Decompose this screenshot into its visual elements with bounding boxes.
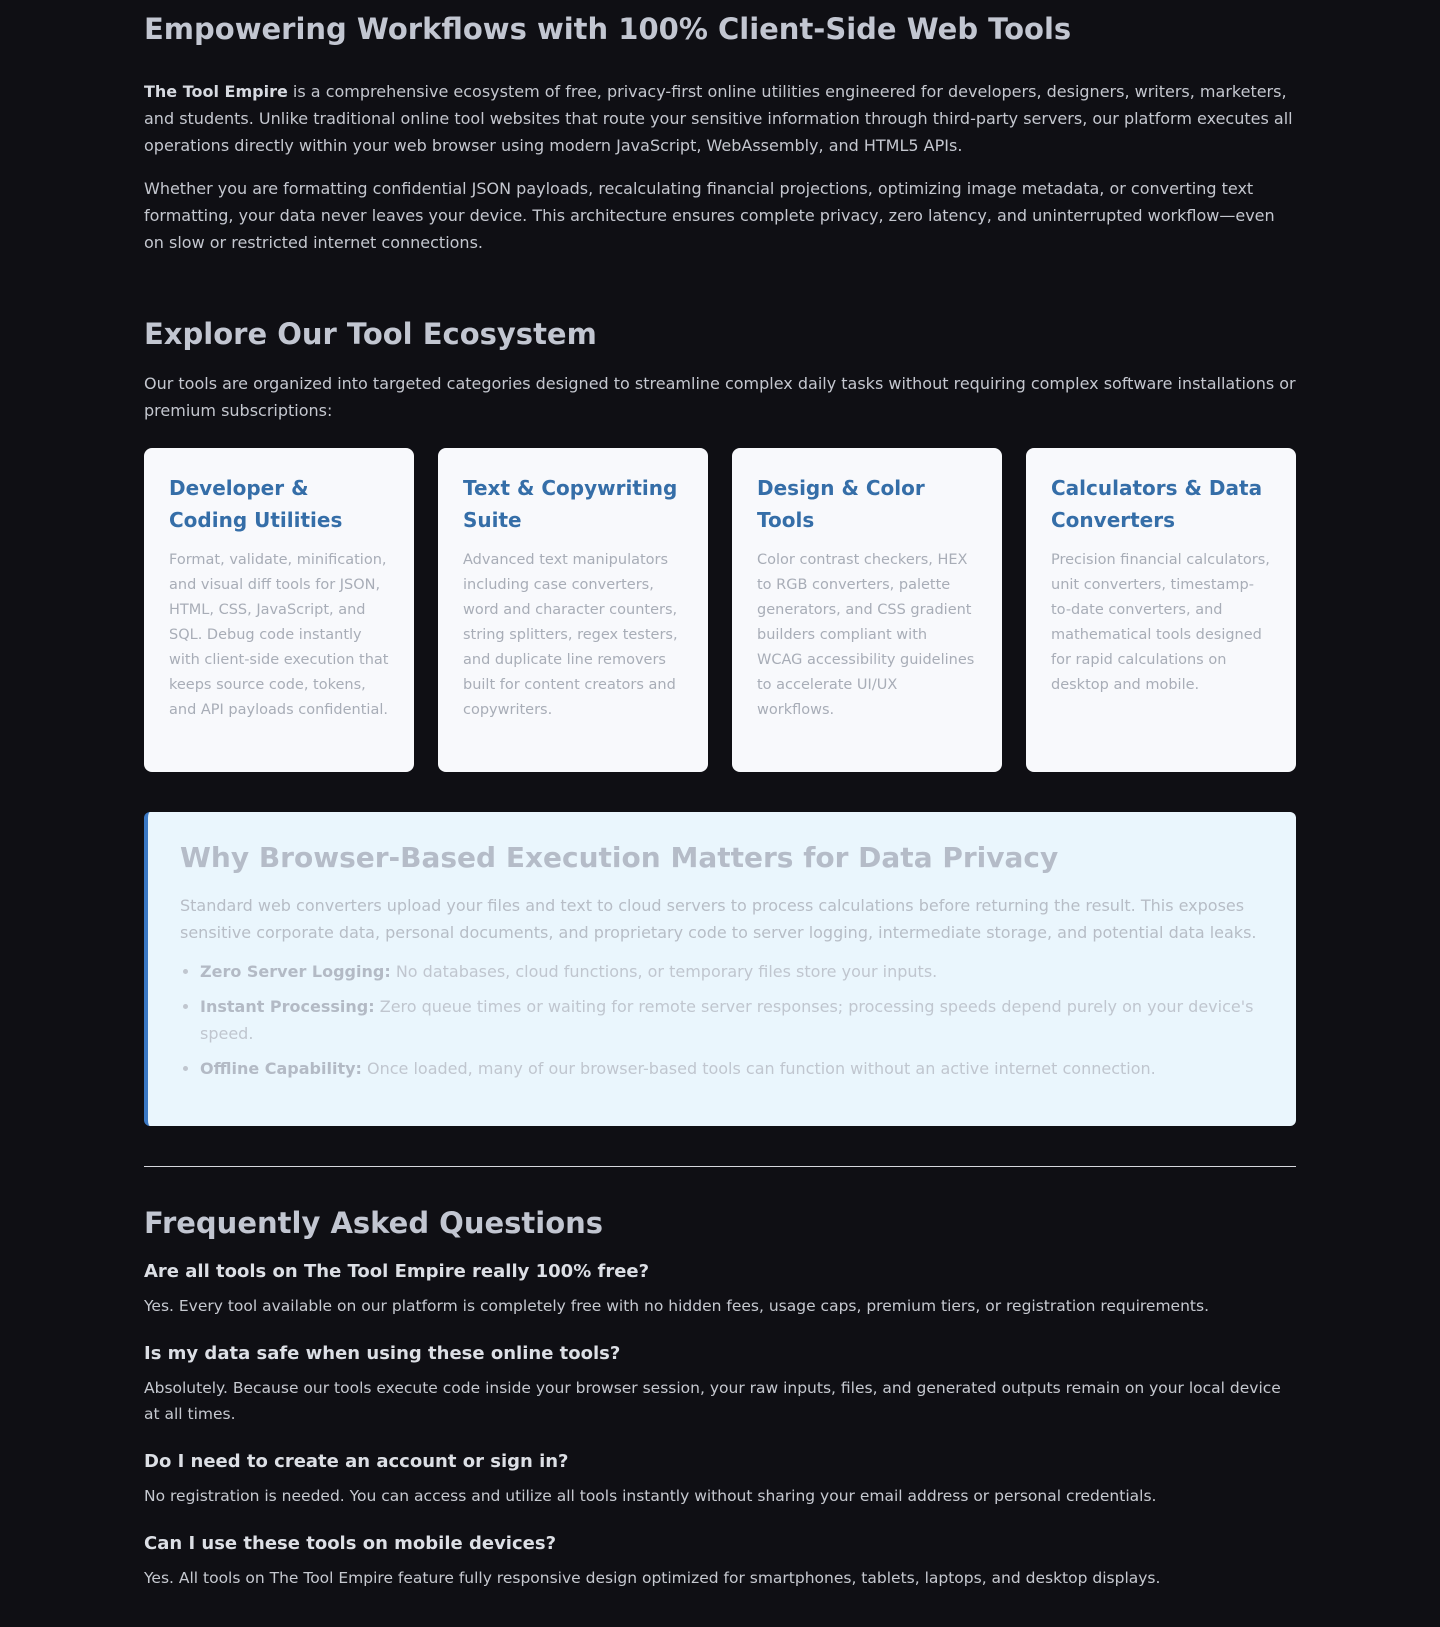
faq-answer: Yes. Every tool available on our platform is completely free with no hidden fees, usage caps, premium tiers, or registration requirements. <box>144 1297 1209 1315</box>
intro-paragraph-1 <box>144 78 1296 159</box>
card-title: Design & Color Tools <box>757 476 925 532</box>
card-description: Color contrast checkers, HEX to RGB converters, palette generators, and CSS gradient builders compliant with WCAG accessibility guidelines to accelerate UI/UX workflows. <box>757 552 975 718</box>
list-item-text: Once loaded, many of our browser-based tools can function without an active internet connection. <box>361 1059 1156 1078</box>
list-item-label: Instant Processing: <box>200 997 375 1016</box>
list-item-label: Offline Capability: <box>200 1059 362 1078</box>
category-card-calculators[interactable] <box>1026 448 1296 772</box>
category-cards <box>144 448 1296 772</box>
ecosystem-section <box>144 314 1296 772</box>
faq-question: Are all tools on The Tool Empire really 100% free? <box>144 1261 650 1282</box>
privacy-text: Standard web converters upload your files and text to cloud servers to process calculations before returning the result. This exposes sensitive corporate data, personal documents, and proprietary code to server logging, intermediate storage, and potential data leaks. <box>180 896 1257 942</box>
ecosystem-intro: Our tools are organized into targeted categories designed to streamline complex daily tasks without requiring complex software installations or premium subscriptions: <box>144 374 1296 420</box>
hero-section <box>144 0 1296 256</box>
list-item <box>200 1055 1264 1082</box>
faq-answer: Yes. All tools on The Tool Empire feature fully responsive design optimized for smartphones, tablets, laptops, and desktop displays. <box>144 1569 1161 1587</box>
ecosystem-title: Explore Our Tool Ecosystem <box>144 317 597 351</box>
card-description: Advanced text manipulators including case converters, word and character counters, string splitters, regex testers, and duplicate line removers built for content creators and copywriters. <box>463 552 678 718</box>
divider <box>144 1166 1296 1167</box>
list-item <box>200 993 1264 1047</box>
faq-title: Frequently Asked Questions <box>144 1206 604 1240</box>
intro-paragraph-2: Whether you are formatting confidential JSON payloads, recalculating financial projections, optimizing image metadata, or converting text formatting, your data never leaves your device. This architecture ensures complete privacy, zero latency, and uninterrupted workflow—even on slow or restricted internet connections. <box>144 179 1275 252</box>
faq-answer: No registration is needed. You can access and utilize all tools instantly without sharing your email address or personal credentials. <box>144 1487 1157 1505</box>
intro-paragraph-1-text: is a comprehensive ecosystem of free, privacy-first online utilities engineered for developers, designers, writers, marketers, and students. Unlike traditional online tool websites that route your sensitive information through third-party servers, our platform executes all operations directly within your web browser using modern JavaScript, WebAssembly, and HTML5 APIs. <box>144 82 1293 155</box>
brand-name: The Tool Empire <box>144 82 288 101</box>
list-item-text: No databases, cloud functions, or temporary files store your inputs. <box>390 962 938 981</box>
privacy-benefits-list <box>180 958 1264 1082</box>
card-description: Precision financial calculators, unit converters, timestamp-to-date converters, and mathematical tools designed for rapid calculations on desktop and mobile. <box>1051 552 1270 693</box>
card-title: Developer & Coding Utilities <box>169 476 343 532</box>
faq-question: Can I use these tools on mobile devices? <box>144 1533 557 1554</box>
list-item-label: Zero Server Logging: <box>200 962 391 981</box>
category-card-design[interactable] <box>732 448 1002 772</box>
faq-question: Is my data safe when using these online tools? <box>144 1343 621 1364</box>
faq-item <box>144 1259 1296 1319</box>
card-description: Format, validate, minification, and visual diff tools for JSON, HTML, CSS, JavaScript, and SQL. Debug code instantly with client-side execution that keeps source code, tokens, and API payloads confidential. <box>169 552 389 718</box>
faq-section <box>144 1203 1296 1591</box>
category-card-text[interactable] <box>438 448 708 772</box>
faq-item <box>144 1341 1296 1427</box>
faq-answer: Absolutely. Because our tools execute code inside your browser session, your raw inputs, files, and generated outputs remain on your local device at all times. <box>144 1379 1281 1423</box>
privacy-callout <box>144 812 1296 1126</box>
card-title: Calculators & Data Converters <box>1051 476 1263 532</box>
category-card-developer[interactable] <box>144 448 414 772</box>
intro-text <box>144 78 1296 256</box>
card-title: Text & Copywriting Suite <box>463 476 678 532</box>
main-content <box>144 0 1296 1591</box>
faq-item <box>144 1531 1296 1591</box>
list-item <box>200 958 1264 985</box>
privacy-title: Why Browser-Based Execution Matters for Data Privacy <box>180 841 1059 874</box>
list-item-text: Zero queue times or waiting for remote server responses; processing speeds depend purely on your device's speed. <box>200 997 1254 1043</box>
faq-question: Do I need to create an account or sign in? <box>144 1451 569 1472</box>
faq-item <box>144 1449 1296 1509</box>
page-title: Empowering Workflows with 100% Client-Side Web Tools <box>144 12 1072 46</box>
